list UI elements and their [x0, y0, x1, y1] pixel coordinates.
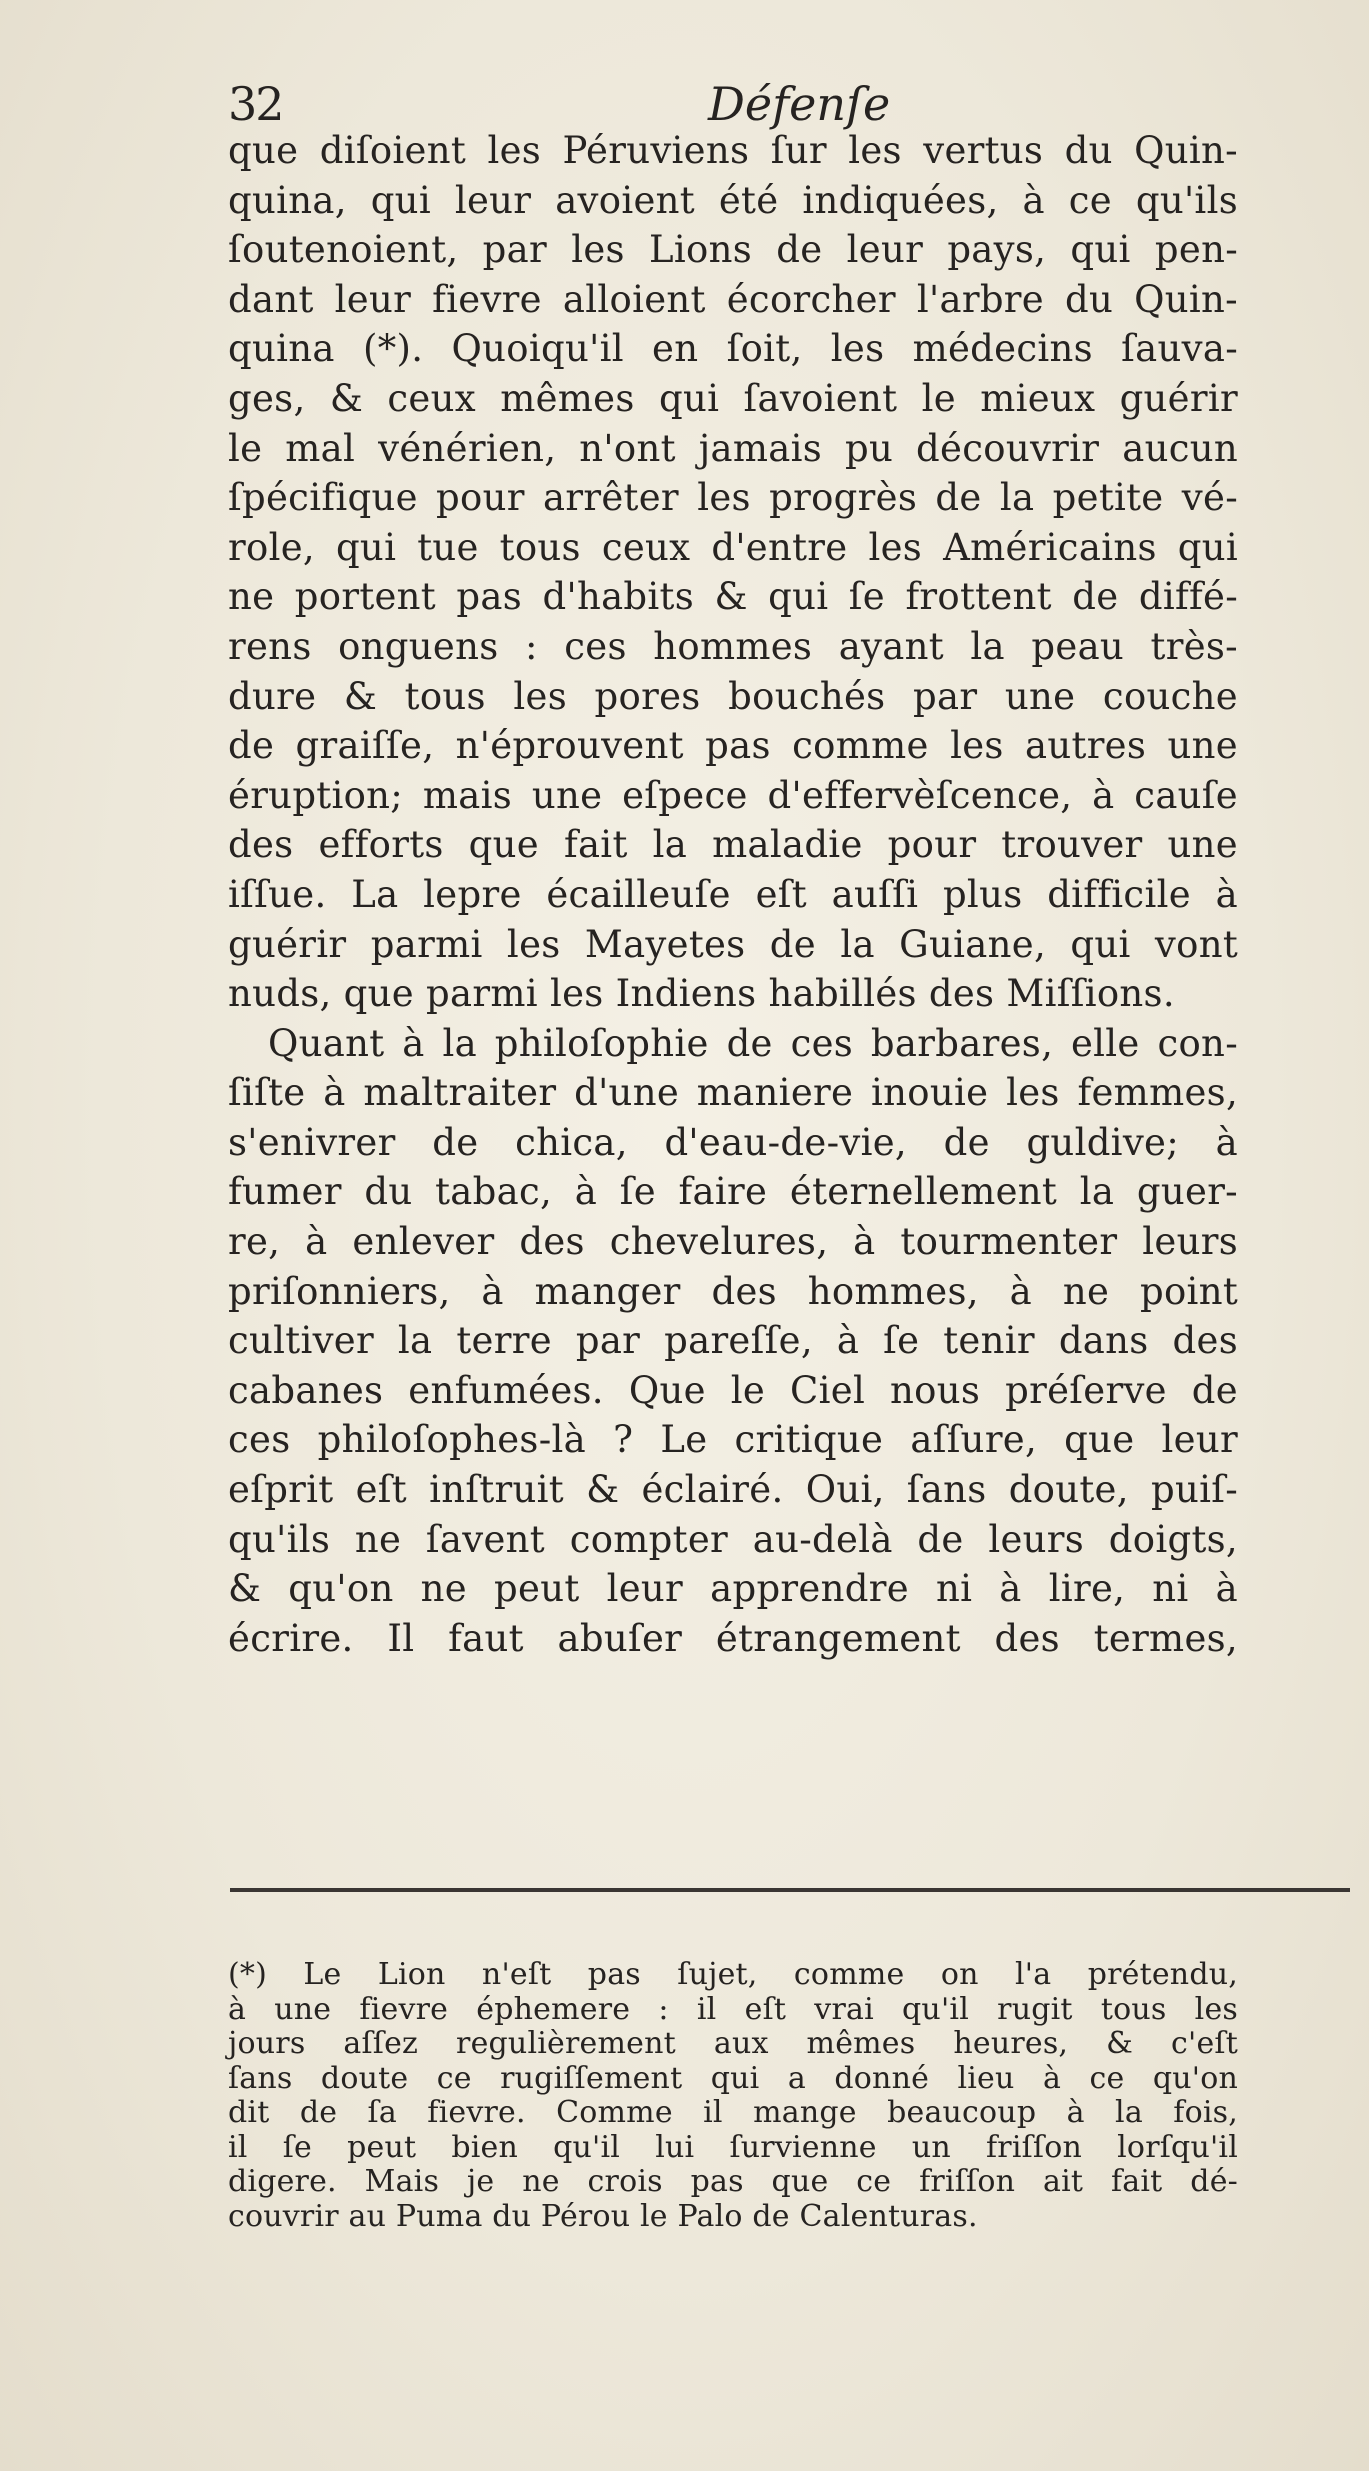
- page-header: [228, 74, 1238, 134]
- footnote-line: ſans doute ce rugiſſement qui a donné lieu à ce qu'on: [228, 2060, 1238, 2096]
- body-line: ne portent pas d'habits & qui ſe frottent de diffé-: [228, 575, 1238, 619]
- body-line: des efforts que fait la maladie pour trouver une: [228, 823, 1238, 867]
- body-line: dure & tous les pores bouchés par une couche: [228, 674, 1238, 718]
- body-line: s'enivrer de chica, d'eau-de-vie, de guldive; à: [228, 1120, 1238, 1164]
- footnote: [228, 1958, 1238, 2234]
- running-head: Défenſe: [708, 77, 891, 131]
- body-line: cultiver la terre par pareſſe, à ſe tenir dans des: [228, 1319, 1238, 1363]
- body-line: ces philoſophes-là ? Le critique aſſure, que leur: [228, 1418, 1238, 1462]
- body-line: cabanes enfumées. Que le Ciel nous préſerve de: [228, 1368, 1238, 1412]
- body-line: ſoutenoient, par les Lions de leur pays, qui pen-: [228, 228, 1238, 272]
- body-line: priſonniers, à manger des hommes, à ne point: [228, 1269, 1238, 1313]
- body-line: guérir parmi les Mayetes de la Guiane, qui vont: [228, 922, 1238, 966]
- body-line: role, qui tue tous ceux d'entre les Américains qui: [228, 525, 1238, 569]
- body-line: eſprit eſt inſtruit & éclairé. Oui, ſans doute, puiſ-: [228, 1468, 1238, 1512]
- body-line: dant leur fievre alloient écorcher l'arbre du Quin-: [228, 277, 1238, 321]
- body-line: nuds, que parmi les Indiens habillés des Miſſions.: [228, 972, 1175, 1016]
- footnote-line: digere. Mais je ne crois pas que ce friſſon ait fait dé-: [228, 2164, 1238, 2199]
- footnote-line: couvrir au Puma du Pérou le Palo de Calenturas.: [228, 2198, 978, 2234]
- body-line: rens onguens : ces hommes ayant la peau très-: [228, 624, 1238, 668]
- body-line: fumer du tabac, à ſe faire éternellement la guer-: [228, 1170, 1238, 1214]
- footnote-line: jours aſſez regulièrement aux mêmes heures, & c'eſt: [228, 2026, 1238, 2061]
- page-number: 32: [228, 77, 283, 131]
- body-line: éruption; mais une eſpece d'effervèſcence, à cauſe: [228, 773, 1238, 817]
- body-line: quina (*). Quoiqu'il en ſoit, les médecins ſauva-: [228, 327, 1238, 371]
- body-line: ges, & ceux mêmes qui ſavoient le mieux guérir: [228, 376, 1238, 420]
- body-line: re, à enlever des chevelures, à tourmenter leurs: [228, 1220, 1238, 1264]
- body-text: [228, 126, 1238, 1663]
- body-line: quina, qui leur avoient été indiquées, à ce qu'ils: [228, 178, 1238, 222]
- body-line: ſpécifique pour arrêter les progrès de la petite vé-: [228, 476, 1238, 520]
- body-line: Quant à la philoſophie de ces barbares, elle con-: [268, 1021, 1238, 1065]
- footnote-line: à une fievre éphemere : il eſt vrai qu'il rugit tous les: [228, 1991, 1238, 2027]
- body-line: iſſue. La lepre écailleuſe eſt auſſi plus difficile à: [228, 872, 1238, 916]
- footnote-separator-rule: [230, 1888, 1350, 1892]
- body-line: le mal vénérien, n'ont jamais pu découvrir aucun: [228, 426, 1238, 470]
- body-line: & qu'on ne peut leur apprendre ni à lire, ni à: [228, 1567, 1238, 1611]
- footnote-line: dit de ſa fievre. Comme il mange beaucoup à la fois,: [228, 2095, 1238, 2130]
- footnote-line: il ſe peut bien qu'il lui ſurvienne un friſſon lorſqu'il: [228, 2129, 1238, 2165]
- body-line: de graiſſe, n'éprouvent pas comme les autres une: [228, 724, 1238, 768]
- body-line: écrire. Il faut abuſer étrangement des termes,: [228, 1616, 1238, 1660]
- footnote-line: (*) Le Lion n'eſt pas ſujet, comme on l'a prétendu,: [228, 1957, 1238, 1992]
- body-line: ſiſte à maltraiter d'une maniere inouie les femmes,: [228, 1071, 1238, 1115]
- body-line: qu'ils ne ſavent compter au-delà de leurs doigts,: [228, 1517, 1238, 1561]
- body-line: que diſoient les Péruviens ſur les vertus du Quin-: [228, 129, 1238, 172]
